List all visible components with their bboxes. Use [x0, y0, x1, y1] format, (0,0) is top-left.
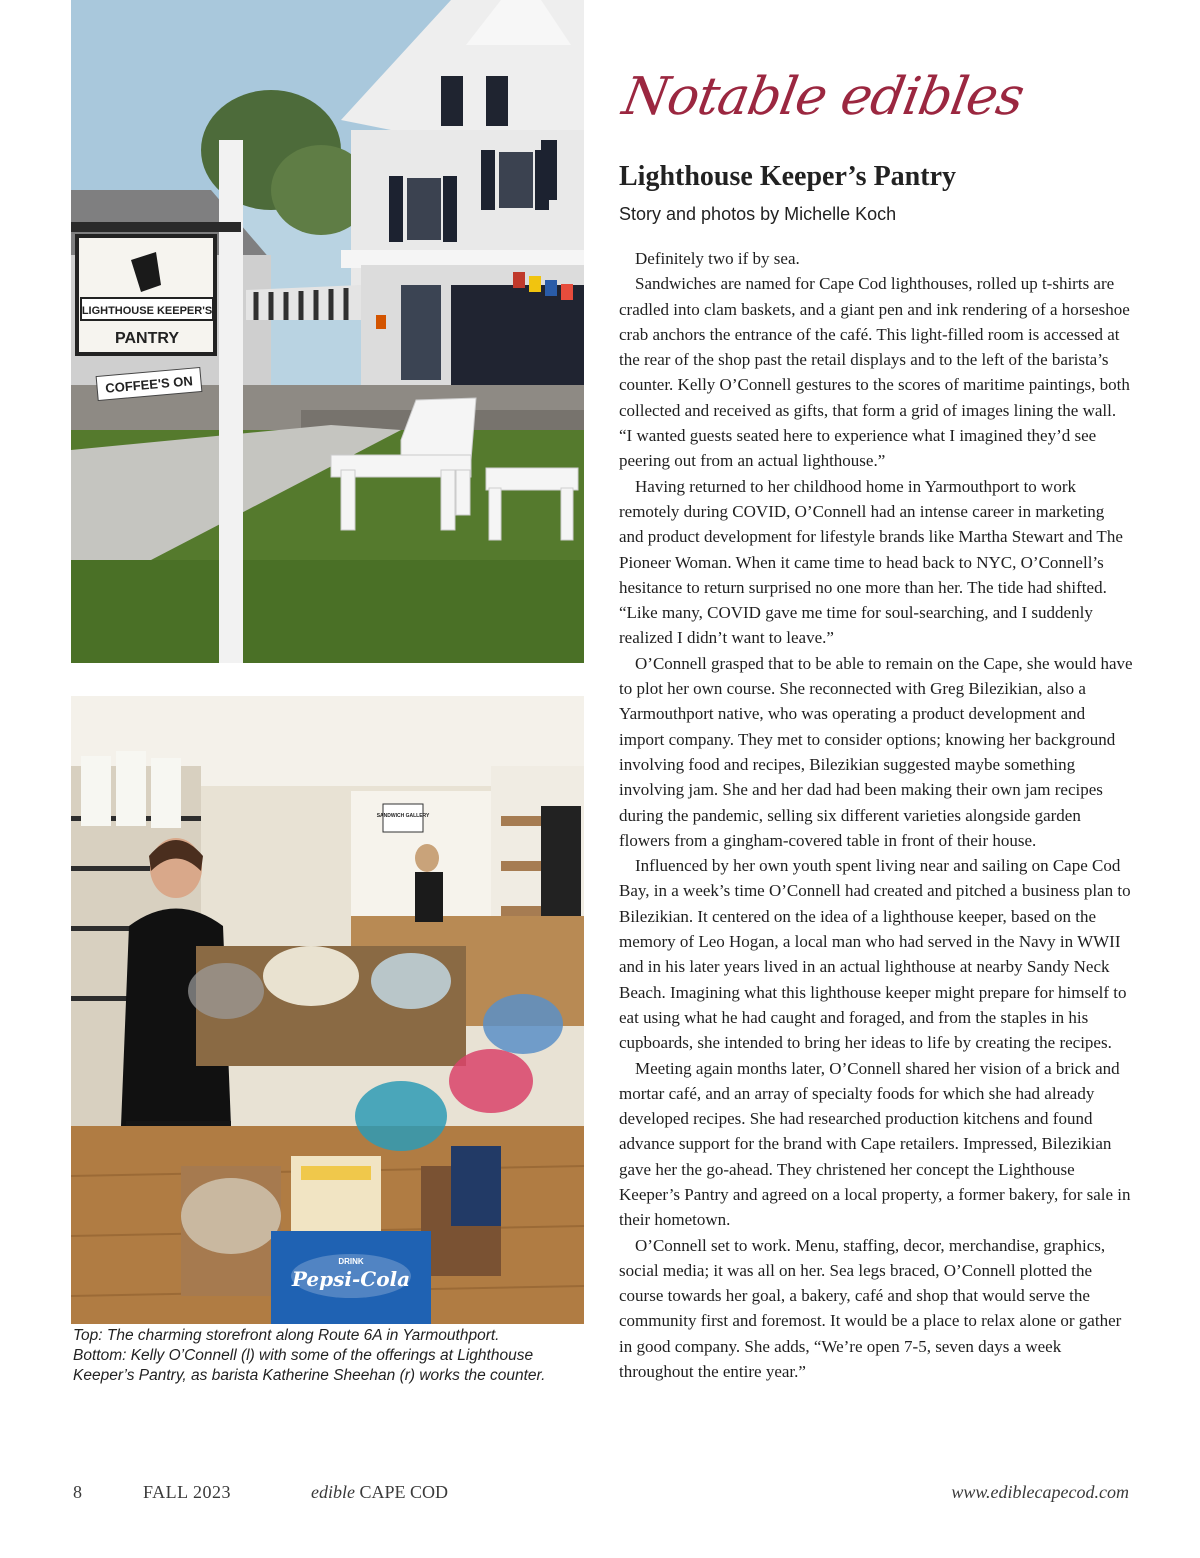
cooler-brand-text: Pepsi-Cola [291, 1267, 411, 1291]
article-byline: Story and photos by Michelle Koch [619, 204, 897, 224]
sign-coffee: COFFEE'S ON [104, 373, 194, 396]
website-url: www.ediblecapecod.com [951, 1482, 1129, 1502]
paragraph: Influenced by her own youth spent living near and sailing on Cape Cod Bay, in a week’s time O’Connell had created and pitched a business plan to Bilezikian. It centered on the idea of a lighthouse keeper, based on the memory of Leo Hogan, a local man who had served in the Navy in WWII and in his later years lived in an actual lighthouse at nearby Sandy Neck Beach. Imagining what this lighthouse keeper might prepare for himself to eat using what he had caught and foraged, and from the staples in his cupboards, she intended to bring her ideas to life by creating the recipes. [619, 856, 1131, 1053]
caption-line-bottom: Bottom: Kelly O’Connell (l) with some of the offerings at Lighthouse Keeper’s Pantry, as barista Katherine Sheehan (r) works the counter. [73, 1347, 546, 1384]
shop-interior-photo [71, 696, 584, 1324]
paragraph: Meeting again months later, O’Connell shared her vision of a brick and mortar café, and an array of specialty foods for which she had already developed recipes. She had researched production kitchens and found advance support for the brand with Cape retailers. Impressed, Bilezikian gave her the go-ahead. They christened her concept the Lighthouse Keeper’s Pantry and agreed on a local property, a former bakery, for sale in their hometown. [619, 1058, 1131, 1230]
shop-interior-illustration [71, 696, 584, 1324]
page-number: 8 [73, 1482, 82, 1502]
paragraph: Having returned to her childhood home in Yarmouthport to work remotely during COVID, O’Connell had an intense career in marketing and product development for lifestyle brands like Martha Stewart and The Pioneer Woman. When it came time to head back to NYC, O’Connell’s hesitance to return surprised no one more than her. The tide had shifted. “Like many, COVID gave me time for soul-searching, and I suddenly realized I didn’t want to leave.” [619, 476, 1123, 648]
storefront-photo [71, 0, 584, 663]
article-body [619, 246, 1133, 1384]
magazine-name [311, 1482, 448, 1503]
paragraph: O’Connell set to work. Menu, staffing, decor, merchandise, graphics, social media; it was all on her. Sea legs braced, O’Connell plotted the course towards her goal, a bakery, café and shop that would serve the community first and foremost. It would be a place to relax alone or gather in good company. She adds, “We’re open 7-5, seven days a week throughout the entire year.” [619, 1235, 1122, 1382]
article-headline: Lighthouse Keeper’s Pantry [619, 161, 956, 192]
sign-line2: PANTRY [115, 330, 179, 347]
page-footer [0, 1482, 1200, 1508]
caption-line-top: Top: The charming storefront along Route 6A in Yarmouthport. [73, 1327, 500, 1344]
sign-line1: LIGHTHOUSE KEEPER'S [81, 305, 213, 317]
issue-season: FALL 2023 [143, 1482, 231, 1502]
section-kicker: Notable edibles [618, 67, 1028, 127]
magazine-name-rest: CAPE COD [354, 1482, 448, 1502]
magazine-name-italic: edible [311, 1482, 355, 1502]
paragraph: Sandwiches are named for Cape Cod lighthouses, rolled up t-shirts are cradled into clam baskets, and a giant pen and ink rendering of a horseshoe crab anchors the entrance of the café. This light-filled room is accessed at the rear of the shop past the retail displays and to the left of the barista’s counter. Kelly O’Connell gestures to the scores of maritime paintings, both collected and received as gifts, that form a grid of images lining the wall. “I wanted guests seated here to experience what I imagined they’d see peering out from an actual lighthouse.” [619, 274, 1130, 471]
cooler-drink-text: DRINK [338, 1257, 364, 1266]
sandwich-sign-text: SANDWICH GALLERY [376, 813, 430, 819]
paragraph: Definitely two if by sea. [635, 249, 800, 268]
photo-caption [73, 1326, 585, 1386]
storefront-illustration [71, 0, 584, 663]
paragraph: O’Connell grasped that to be able to remain on the Cape, she would have to plot her own course. She reconnected with Greg Bilezikian, also a Yarmouthport native, who was operating a product development and import company. They met to consider options; knowing her background involving food and recipes, Bilezikian suggested maybe something involving jam. She and her dad had been making their own jam recipes during the pandemic, selling six different varieties alongside garden flowers from a gingham-covered table in front of their house. [619, 653, 1133, 850]
